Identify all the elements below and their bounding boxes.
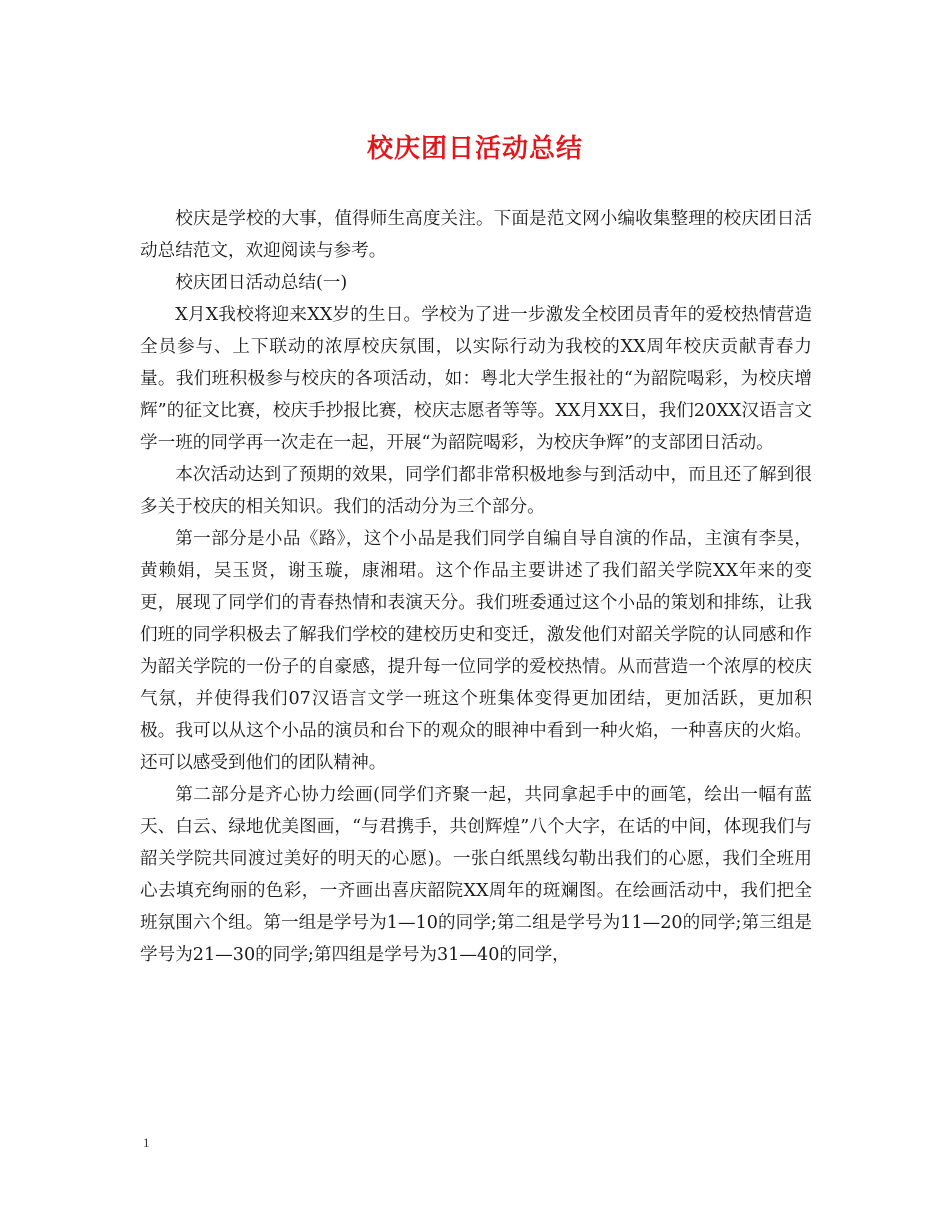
document-title: 校庆团日活动总结: [366, 134, 583, 164]
paragraph: 本次活动达到了预期的效果，同学们都非常积极地参与到活动中，而且还了解到很多关于校庆的相关知识。我们的活动分为三个部分。: [140, 465, 812, 517]
paragraph: X月X我校将迎来XX岁的生日。学校为了进一步激发全校团员青年的爱校热情营造全员参与、上下联动的浓厚校庆氛围，以实际行动为我校的XX周年校庆贡献青春力量。我们班积极参与校庆的各项活动，如：粤北大学生报社的“为韶院喝彩，为校庆增辉”的征文比赛，校庆手抄报比赛，校庆志愿者等等。XX月XX日，我们20XX汉语言文学一班的同学再一次走在一起，开展“为韶院喝彩，为校庆争辉”的支部团日活动。: [140, 305, 812, 453]
document-body: [140, 203, 812, 971]
paragraph: 第二部分是齐心协力绘画(同学们齐聚一起，共同拿起手中的画笔，绘出一幅有蓝天、白云、绿地优美图画，“与君携手，共创辉煌”八个大字，在话的中间，体现我们与韶关学院共同渡过美好的明天的心愿)。一张白纸黑线勾勒出我们的心愿，我们全班用心去填充绚丽的色彩，一齐画出喜庆韶院XX周年的斑斓图。在绘画活动中，我们把全班氛围六个组。第一组是学号为1—10的同学;第二组是学号为11—20的同学;第三组是学号为21—30的同学;第四组是学号为31—40的同学，: [140, 785, 812, 965]
paragraph: 第一部分是小品《路》，这个小品是我们同学自编自导自演的作品，主演有李昊，黄赖娟，吴玉贤，谢玉璇，康湘珺。这个作品主要讲述了我们韶关学院XX年来的变更，展现了同学们的青春热情和表演天分。我们班委通过这个小品的策划和排练，让我们班的同学积极去了解我们学校的建校历史和变迁，激发他们对韶关学院的认同感和作为韶关学院的一份子的自豪感，提升每一位同学的爱校热情。从而营造一个浓厚的校庆气氛，并使得我们07汉语言文学一班这个班集体变得更加团结，更加活跃，更加积极。我可以从这个小品的演员和台下的观众的眼神中看到一种火焰，一种喜庆的火焰。还可以感受到他们的团队精神。: [140, 529, 812, 773]
page-number: 1: [143, 1135, 150, 1150]
section-heading: 校庆团日活动总结(一): [175, 273, 348, 293]
paragraph-intro: 校庆是学校的大事，值得师生高度关注。下面是范文网小编收集整理的校庆团日活动总结范文，欢迎阅读与参考。: [140, 209, 812, 261]
